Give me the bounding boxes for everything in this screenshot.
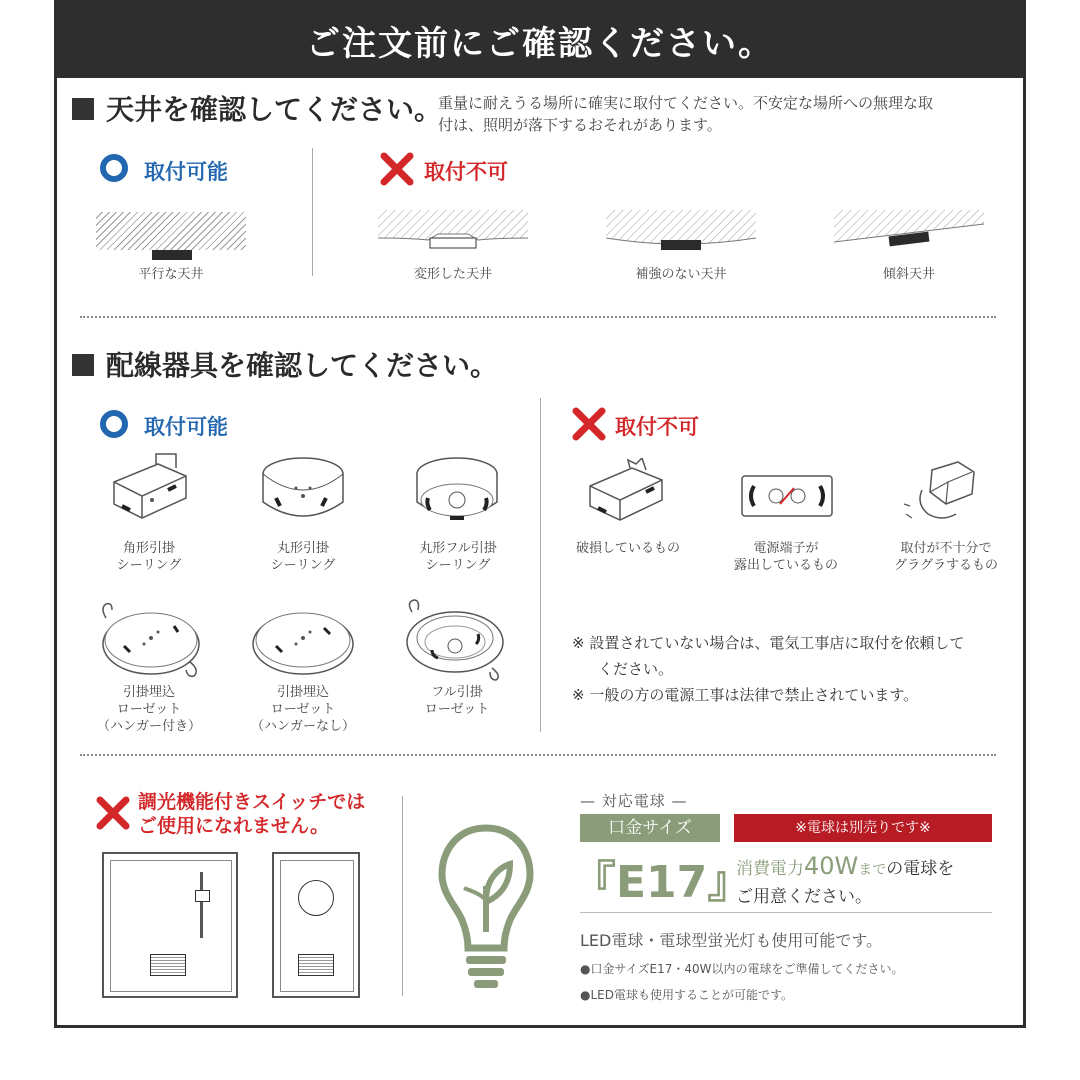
full-rosette-illustration [402,598,508,682]
embedded-rosette-no-hanger-illustration [250,604,356,680]
fixture-caption [400,540,516,574]
power-suffix: の電球を [886,859,955,879]
dial-knob [298,880,334,916]
led-bulb-icon [438,822,534,992]
ng-caption [884,540,1008,574]
ng-caption [566,540,690,557]
ceiling-section-title: 天井を確認してください。 [106,93,443,126]
section-square-icon [72,98,94,120]
ng-caption-line: 露出しているもの [733,558,838,573]
slider-track [200,872,203,938]
ng-caption-line: 破損しているもの [575,541,680,556]
fixture-caption-line: （ハンガー付き） [96,719,201,734]
bulb-bullet-1: ●口金サイズE17・40W以内の電球をご準備してください。 [580,962,904,976]
ceiling-ng-label: 取付不可 [424,160,508,184]
fixture-caption-line: シーリング [270,558,336,573]
section-square-icon [72,354,94,376]
warning-note-1b: ください。 [598,660,674,678]
fixture-caption-line: ローゼット [116,702,182,717]
fixture-caption [94,540,204,574]
fixture-caption [248,684,358,735]
broken-fixture-illustration [584,458,668,528]
fixture-caption-line: 角形引掛 [122,541,175,556]
ng-caption-line: グラグラするもの [893,558,998,573]
wiring-ng-label: 取付不可 [615,415,699,439]
sloped-ceiling-illustration [834,210,984,256]
ceiling-plate [152,250,192,260]
ceiling-caption: 変形した天井 [413,267,492,282]
wiring-ok-label: 取付可能 [144,415,228,439]
fixture-caption [248,540,358,574]
sold-separately-tag: ※電球は別売りです※ [734,814,992,842]
switch-toggle [150,954,186,976]
round-ceiling-fixture-illustration [258,452,348,530]
fixture-caption-line: ローゼット [270,702,336,717]
section-divider [80,316,996,318]
socket-size-tag: 口金サイズ [580,814,720,842]
wiring-divider [540,398,541,732]
exposed-terminal-illustration [740,474,834,518]
ng-cross-icon [96,796,130,830]
ng-caption-line: 取付が不十分で [900,541,992,556]
compatible-bulb-heading: — 対応電球 — [580,792,688,810]
dimmer-warning-line1: 調光機能付きスイッチでは [138,791,366,813]
dimmer-warning-line2: ご使用になれません。 [138,815,330,837]
fixture-caption-line: フル引掛 [431,685,483,700]
switch-toggle [298,954,334,976]
section-divider [80,754,996,756]
embedded-rosette-hanger-illustration [96,600,206,680]
ceiling-ok-label: 取付可能 [144,160,228,184]
led-note: LED電球・電球型蛍光灯も使用可能です。 [580,931,883,950]
deformed-ceiling-illustration [378,210,528,256]
ng-cross-icon [380,152,414,186]
fixture-caption-line: 丸形フル引掛 [419,541,497,556]
unreinforced-ceiling-illustration [606,210,756,256]
fixture-caption-line: 引掛埋込 [122,685,175,700]
bulb-divider [580,912,992,913]
slider-knob [195,890,210,902]
page-title: ご注文前にご確認ください。 [306,24,774,64]
ok-circle-icon [100,154,128,182]
flat-ceiling-illustration [96,212,246,250]
fixture-caption-line: シーリング [425,558,491,573]
header-bar [54,0,1026,78]
ceiling-note-line1: 重量に耐えうる場所に確実に取付てください。不安定な場所への無理な取 [438,94,934,112]
power-prefix: 消費電力 [736,859,804,879]
ceiling-divider [312,148,313,276]
round-full-ceiling-fixture-illustration [412,452,502,530]
fixture-caption-line: （ハンガーなし） [250,719,355,734]
power-value: 40W [804,852,859,880]
ceiling-caption: 補強のない天井 [635,267,727,282]
fixture-caption-line: 引掛埋込 [276,685,329,700]
wiring-section-title: 配線器具を確認してください。 [106,349,499,382]
ceiling-caption: 平行な天井 [138,267,204,282]
ceiling-caption: 傾斜天井 [882,267,935,282]
dimmer-slider-switch-illustration [102,852,238,998]
ng-caption [724,540,848,574]
ng-caption-line: 電源端子が [753,541,819,556]
dimmer-divider [402,796,403,996]
warning-note-2: ※ 一般の方の電源工事は法律で禁止されています。 [572,686,919,704]
fixture-caption-line: ローゼット [424,702,490,717]
ok-circle-icon [100,410,128,438]
loose-fixture-illustration [902,460,980,530]
power-until: まで [858,862,887,878]
ceiling-note-line2: 付は、照明が落下するおそれがあります。 [438,116,722,134]
warning-note-1a: ※ 設置されていない場合は、電気工事店に取付を依頼して [572,634,965,652]
fixture-caption-line: 丸形引掛 [276,541,329,556]
bulb-bullet-2: ●LED電球も使用することが可能です。 [580,988,794,1002]
fixture-caption [94,684,204,735]
square-ceiling-fixture-illustration [106,452,192,528]
power-line1 [736,852,954,880]
fixture-caption [402,684,512,718]
dimmer-dial-switch-illustration [272,852,360,998]
ng-cross-icon [572,407,606,441]
socket-value: 『E17』 [572,857,752,908]
fixture-caption-line: シーリング [116,558,182,573]
power-line2: ご用意ください。 [736,887,872,907]
